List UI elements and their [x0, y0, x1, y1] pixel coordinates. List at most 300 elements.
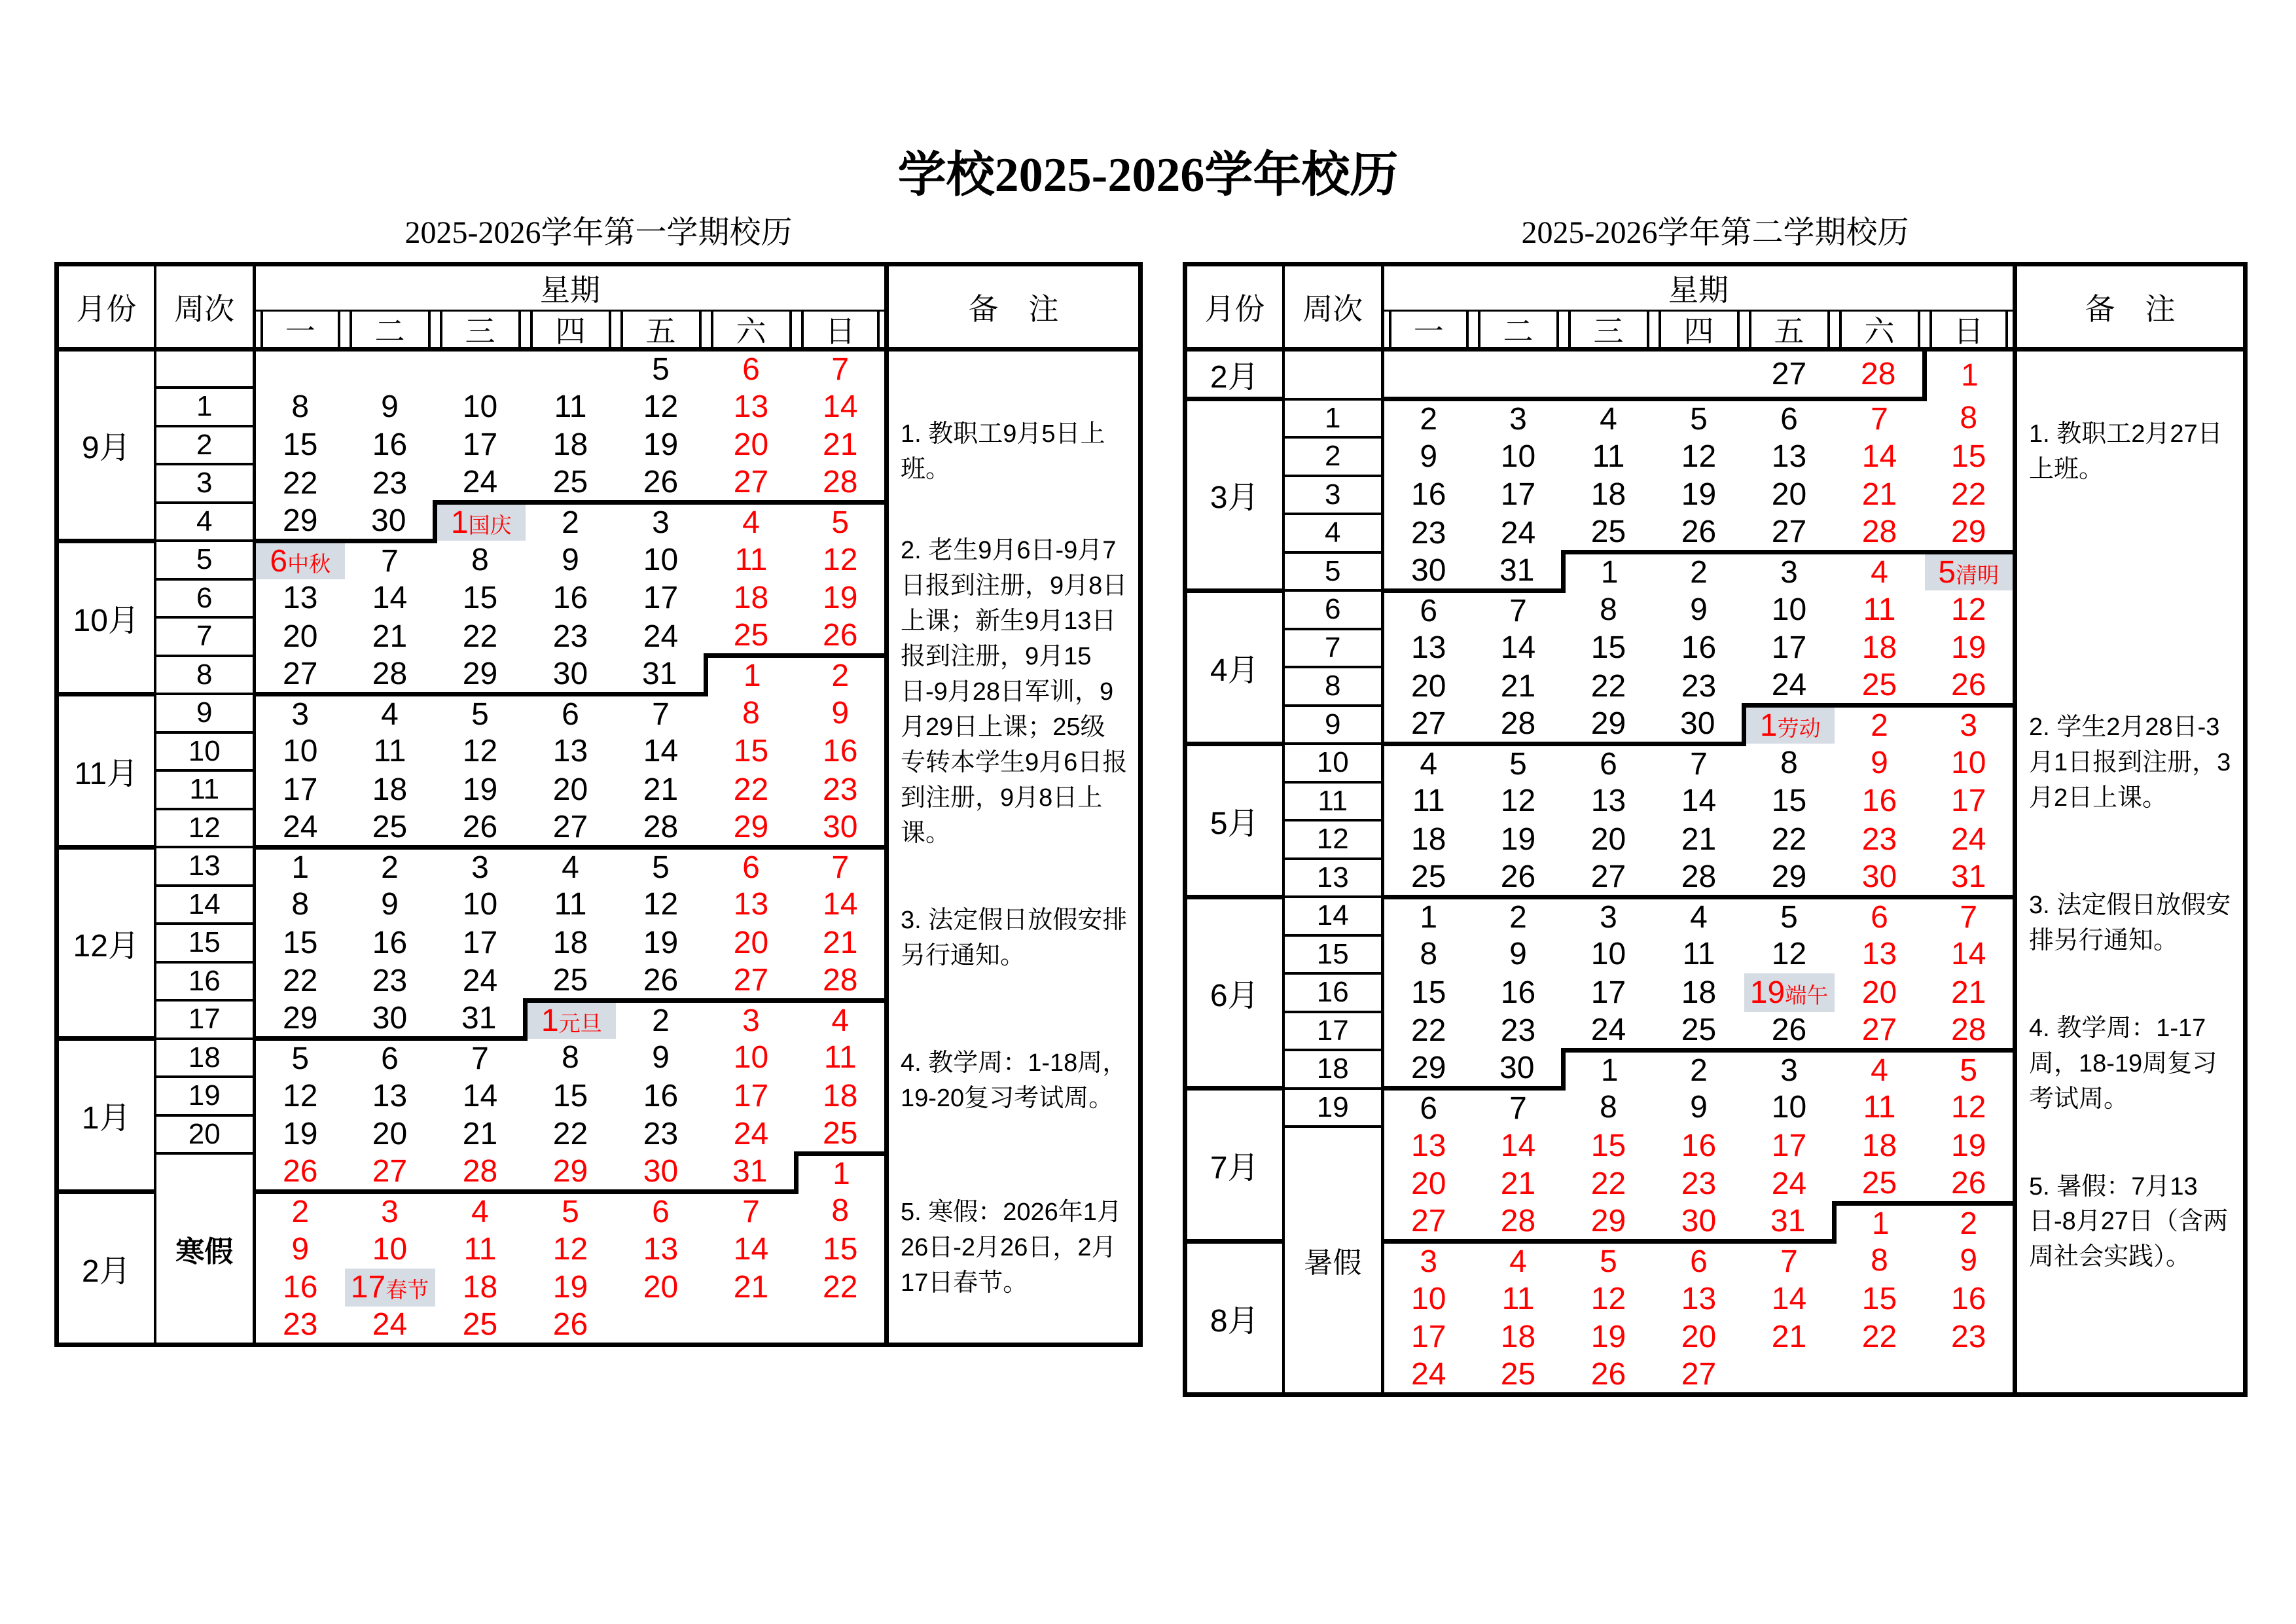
day-number: 5 — [1600, 1244, 1617, 1279]
day-number: 12 — [283, 1078, 318, 1113]
day-number: 13 — [372, 1078, 408, 1113]
day-cell — [1473, 667, 1564, 706]
day-cell — [797, 809, 887, 848]
day-cell — [1744, 1089, 1835, 1127]
day-cell — [345, 1115, 435, 1154]
day-number: 17 — [462, 925, 498, 960]
day-number: 15 — [552, 1078, 588, 1113]
weekday-label: 六 — [1839, 312, 1920, 347]
day-number: 29 — [1590, 1204, 1626, 1238]
day-number: 25 — [1861, 668, 1897, 702]
day-number: 11 — [554, 887, 587, 922]
day-cell — [255, 426, 345, 465]
day-number: 16 — [1681, 1128, 1717, 1163]
day-cell — [1473, 514, 1564, 552]
weekday-label: 三 — [1568, 312, 1649, 347]
day-cell — [1835, 350, 1925, 399]
day-number: 25 — [1500, 1357, 1536, 1392]
note-item: 3. 法定假日放假安排另行通知。 — [901, 907, 1128, 970]
weekday-cell — [435, 311, 526, 350]
day-number: 20 — [1411, 668, 1446, 704]
day-cell — [706, 1192, 797, 1231]
day-cell — [706, 579, 797, 618]
month-cell: 11月 — [57, 694, 155, 847]
month-cell: 9月 — [57, 350, 155, 541]
day-cell — [1925, 1089, 2015, 1127]
day-number: 27 — [552, 809, 588, 844]
note-item: 3. 法定假日放假安排另行通知。 — [2029, 891, 2231, 954]
day-number: 11 — [1863, 592, 1896, 627]
day-number: 5 — [1938, 555, 1956, 590]
month-cell: 7月 — [1185, 1089, 1283, 1242]
day-number: 19 — [1951, 1128, 1986, 1163]
day-number: 11 — [1682, 937, 1715, 972]
day-number: 9 — [1960, 1243, 1978, 1278]
week-cell: 10 — [1283, 744, 1383, 782]
day-number: 14 — [1681, 784, 1717, 819]
day-cell — [1654, 859, 1744, 897]
day-cell — [1564, 552, 1654, 591]
day-number: 18 — [552, 925, 588, 960]
day-number: 28 — [462, 1154, 498, 1189]
day-cell — [1473, 859, 1564, 897]
day-number: 17 — [1500, 477, 1536, 513]
day-number: 29 — [283, 1001, 318, 1036]
day-number: 10 — [1500, 439, 1536, 474]
day-cell — [1654, 1089, 1744, 1127]
day-cell — [1473, 437, 1564, 476]
day-cell — [1473, 1318, 1564, 1357]
day-number: 16 — [823, 734, 858, 769]
day-number: 31 — [732, 1154, 768, 1189]
day-number: 28 — [823, 465, 858, 499]
day-cell — [616, 464, 706, 503]
day-cell — [255, 886, 345, 924]
day-cell — [1564, 1280, 1654, 1318]
month-cell: 4月 — [1185, 590, 1283, 744]
day-number: 13 — [552, 734, 588, 769]
day-cell — [1654, 399, 1744, 438]
day-number: 14 — [643, 734, 679, 769]
day-cell — [1654, 1203, 1744, 1242]
day-number: 5 — [652, 352, 670, 387]
month-cell: 12月 — [57, 847, 155, 1039]
day-number: 4 — [1509, 1244, 1527, 1279]
day-number: 14 — [733, 1231, 769, 1267]
day-number: 30 — [1681, 1204, 1717, 1238]
weekday-label: 二 — [1478, 312, 1559, 347]
day-cell — [1744, 1242, 1835, 1280]
day-cell — [1473, 1356, 1564, 1395]
table-header — [57, 264, 1141, 350]
day-cell — [1925, 1356, 2015, 1395]
day-number: 16 — [1861, 784, 1897, 819]
day-cell — [255, 924, 345, 962]
table-header — [1185, 264, 2246, 350]
day-cell — [345, 1230, 435, 1269]
day-number: 7 — [1509, 1091, 1527, 1126]
day-number: 27 — [1861, 1012, 1897, 1047]
day-number: 12 — [552, 1231, 588, 1267]
day-number: 9 — [381, 887, 399, 922]
day-cell — [1473, 590, 1564, 629]
day-number: 1 — [1420, 899, 1438, 935]
weekday-label: 二 — [350, 312, 431, 347]
day-number: 20 — [552, 772, 588, 807]
day-cell — [1473, 350, 1564, 399]
day-number: 5 — [291, 1041, 310, 1076]
day-number: 15 — [1771, 784, 1807, 819]
semester1-calendar — [54, 215, 1143, 1347]
day-number: 14 — [823, 887, 858, 922]
day-number: 6 — [1690, 1244, 1708, 1279]
day-cell — [1654, 1127, 1744, 1165]
note-item: 1. 教职工2月27日上班。 — [2029, 420, 2223, 483]
day-cell — [616, 350, 706, 388]
day-number: 16 — [1411, 477, 1446, 513]
day-cell — [1835, 667, 1925, 706]
day-cell — [1564, 1356, 1654, 1395]
day-cell — [1925, 1165, 2015, 1204]
day-number: 12 — [462, 734, 498, 769]
day-cell — [526, 1115, 616, 1154]
day-cell — [1383, 1127, 1473, 1165]
day-number: 4 — [562, 850, 579, 885]
day-cell — [1744, 1050, 1835, 1089]
day-cell — [1654, 437, 1744, 476]
day-number: 10 — [1590, 937, 1626, 972]
day-number: 22 — [283, 465, 318, 501]
day-cell — [1383, 629, 1473, 668]
weekday-cell — [1473, 311, 1564, 350]
day-number: 21 — [1500, 668, 1536, 704]
day-number: 19 — [1500, 821, 1536, 857]
day-number: 2 — [1420, 402, 1438, 437]
day-cell — [1564, 973, 1654, 1012]
notes-cell — [2015, 350, 2246, 1395]
day-number: 31 — [461, 1001, 497, 1036]
day-cell — [435, 1115, 526, 1154]
week-cell — [155, 350, 255, 388]
day-number: 9 — [1420, 439, 1438, 474]
holiday-name: 劳动 — [1777, 716, 1821, 740]
day-number: 6 — [1871, 899, 1888, 935]
table-body — [1185, 350, 2246, 1395]
day-number: 25 — [823, 1115, 858, 1151]
day-number: 15 — [823, 1231, 858, 1267]
day-cell — [435, 579, 526, 618]
day-cell — [1744, 590, 1835, 629]
day-cell — [1564, 1242, 1654, 1280]
day-cell — [797, 962, 887, 1001]
day-cell — [1835, 973, 1925, 1012]
day-cell — [1654, 706, 1744, 744]
day-number: 25 — [372, 809, 408, 844]
day-number: 3 — [381, 1195, 399, 1229]
day-number: 15 — [733, 734, 769, 769]
month-cell: 6月 — [1185, 897, 1283, 1089]
day-cell — [1564, 667, 1654, 706]
day-cell — [1835, 782, 1925, 821]
day-cell — [526, 541, 616, 579]
day-number: 23 — [372, 964, 408, 999]
week-cell: 4 — [155, 503, 255, 541]
day-number: 13 — [1411, 630, 1446, 666]
day-number: 22 — [283, 964, 318, 999]
day-number: 17 — [1951, 784, 1986, 819]
day-number: 24 — [733, 1117, 769, 1152]
day-number: 25 — [552, 962, 588, 998]
day-cell — [345, 1077, 435, 1115]
day-cell — [1564, 1203, 1654, 1242]
day-number: 7 — [1509, 593, 1527, 628]
day-cell — [706, 1269, 797, 1307]
holiday-name: 中秋 — [287, 551, 331, 576]
weekday-cell — [1654, 311, 1744, 350]
day-cell — [706, 1115, 797, 1154]
week-cell: 19 — [1283, 1089, 1383, 1127]
day-number: 27 — [1771, 514, 1807, 549]
day-number: 27 — [733, 465, 769, 499]
day-number: 31 — [642, 656, 677, 691]
month-cell: 1月 — [57, 1039, 155, 1192]
week-cell: 3 — [1283, 476, 1383, 514]
day-number: 19 — [1590, 1320, 1626, 1355]
semester1-subtitle: 2025-2026学年第一学期校历 — [404, 215, 793, 250]
day-cell — [1654, 667, 1744, 706]
day-number: 12 — [1500, 784, 1536, 819]
day-number: 27 — [733, 962, 769, 998]
day-cell — [1473, 1012, 1564, 1051]
day-cell — [1654, 1242, 1744, 1280]
day-cell — [1564, 1012, 1654, 1051]
week-cell: 8 — [1283, 667, 1383, 706]
day-cell — [1383, 973, 1473, 1012]
day-cell — [526, 464, 616, 503]
day-number: 24 — [1771, 1166, 1807, 1202]
day-number: 23 — [552, 619, 588, 654]
day-cell — [797, 1077, 887, 1115]
day-cell — [797, 1192, 887, 1231]
day-cell — [1654, 782, 1744, 821]
day-number: 22 — [462, 619, 498, 654]
day-cell — [616, 1115, 706, 1154]
day-cell — [1925, 1318, 2015, 1357]
weekday-label: 日 — [801, 312, 880, 347]
day-number: 24 — [462, 465, 498, 499]
day-cell — [1744, 667, 1835, 706]
day-number: 13 — [1861, 937, 1897, 972]
day-cell — [797, 1000, 887, 1039]
day-number: 18 — [823, 1078, 858, 1113]
day-cell — [1835, 1242, 1925, 1280]
day-cell — [1925, 820, 2015, 859]
day-cell — [345, 1307, 435, 1345]
day-cell — [255, 809, 345, 848]
day-cell — [1564, 706, 1654, 744]
day-number: 13 — [1411, 1128, 1446, 1163]
day-cell — [1383, 399, 1473, 438]
day-number: 15 — [283, 427, 318, 463]
day-number: 17 — [462, 427, 498, 463]
day-cell — [706, 770, 797, 809]
week-cell: 2 — [1283, 437, 1383, 476]
day-number: 23 — [1681, 1166, 1717, 1202]
day-number: 23 — [1500, 1013, 1536, 1049]
holiday-cell — [345, 1269, 435, 1307]
notes-column-header: 备注 — [2015, 264, 2246, 350]
day-cell — [1835, 1165, 1925, 1204]
day-cell — [345, 388, 435, 426]
holiday-name: 国庆 — [468, 513, 512, 537]
day-number: 10 — [372, 1231, 408, 1267]
day-number: 15 — [1590, 1128, 1626, 1163]
day-cell — [255, 388, 345, 426]
day-cell — [1654, 552, 1744, 591]
day-cell — [526, 886, 616, 924]
day-cell — [345, 656, 435, 695]
day-cell — [1744, 1318, 1835, 1357]
day-number: 28 — [1861, 357, 1896, 391]
day-number: 6 — [270, 543, 288, 579]
week-cell: 20 — [155, 1115, 255, 1154]
day-number: 25 — [1681, 1012, 1717, 1047]
day-number: 14 — [462, 1078, 498, 1113]
weekday-label: 一 — [1389, 312, 1469, 347]
day-number: 8 — [742, 695, 760, 731]
day-number: 17 — [733, 1078, 769, 1113]
day-number: 2 — [1690, 555, 1708, 590]
day-cell — [1473, 1165, 1564, 1204]
day-cell — [1383, 1203, 1473, 1242]
day-cell — [1564, 935, 1654, 974]
day-cell — [255, 1153, 345, 1192]
day-number: 14 — [1861, 439, 1897, 474]
day-cell — [1744, 935, 1835, 974]
day-cell — [1744, 820, 1835, 859]
day-number: 3 — [742, 1003, 760, 1038]
day-cell — [1835, 744, 1925, 782]
day-cell — [255, 579, 345, 618]
day-number: 7 — [742, 1195, 760, 1229]
day-number: 10 — [462, 389, 498, 424]
month-column-header: 月份 — [1185, 264, 1283, 350]
day-cell — [706, 847, 797, 886]
day-number: 8 — [291, 389, 310, 424]
day-cell — [345, 886, 435, 924]
month-cell: 5月 — [1185, 744, 1283, 897]
day-number: 18 — [1411, 821, 1446, 857]
day-cell — [345, 847, 435, 886]
day-number: 23 — [643, 1117, 679, 1152]
day-cell — [797, 464, 887, 503]
notes-cell — [887, 350, 1141, 1345]
day-number: 29 — [1411, 1051, 1446, 1085]
week-cell: 7 — [155, 617, 255, 656]
day-number: 16 — [552, 581, 588, 616]
day-cell — [1564, 629, 1654, 668]
day-cell — [1654, 350, 1744, 399]
day-cell — [1835, 1127, 1925, 1165]
week-cell: 17 — [1283, 1012, 1383, 1051]
day-cell — [1383, 1356, 1473, 1395]
day-number: 2 — [1871, 708, 1888, 743]
day-number: 5 — [562, 1195, 579, 1229]
day-cell — [1654, 1012, 1744, 1051]
day-number: 1 — [1871, 1206, 1890, 1241]
day-cell — [345, 579, 435, 618]
day-cell — [1744, 1165, 1835, 1204]
day-number: 18 — [1861, 1128, 1897, 1163]
day-cell — [345, 350, 435, 388]
weekday-label: 三 — [440, 312, 521, 347]
day-cell — [1925, 399, 2015, 438]
day-cell — [526, 1269, 616, 1307]
day-number: 13 — [733, 389, 769, 424]
day-number: 1 — [1600, 1053, 1619, 1088]
day-cell — [345, 1000, 435, 1039]
week-column-header: 周次 — [1283, 264, 1383, 350]
day-number: 29 — [462, 656, 498, 691]
day-cell — [526, 1077, 616, 1115]
weekday-cell — [255, 311, 345, 350]
day-cell — [1835, 706, 1925, 744]
day-number: 26 — [1681, 514, 1717, 549]
day-cell — [435, 1230, 526, 1269]
day-number: 21 — [643, 772, 679, 807]
day-cell — [706, 809, 797, 848]
day-cell — [1383, 706, 1473, 744]
day-cell — [1744, 629, 1835, 668]
day-cell — [435, 656, 526, 695]
day-cell — [1925, 1012, 2015, 1051]
day-number: 18 — [1590, 477, 1626, 513]
day-cell — [706, 617, 797, 656]
day-number: 23 — [1411, 515, 1446, 550]
day-cell — [1744, 552, 1835, 591]
day-number: 30 — [1499, 1051, 1535, 1085]
day-cell — [1925, 629, 2015, 668]
day-cell — [435, 617, 526, 656]
day-number: 30 — [1411, 552, 1446, 588]
day-number: 21 — [462, 1117, 498, 1152]
day-cell — [616, 1153, 706, 1192]
day-number: 1 — [1759, 708, 1778, 743]
day-cell — [1473, 706, 1564, 744]
day-number: 4 — [381, 696, 399, 732]
day-number: 28 — [823, 962, 858, 998]
day-number: 17 — [1771, 630, 1807, 666]
day-number: 7 — [381, 543, 399, 579]
day-cell — [797, 924, 887, 962]
day-cell — [1654, 1280, 1744, 1318]
day-cell — [616, 1039, 706, 1077]
day-cell — [345, 617, 435, 656]
weekday-label: 一 — [260, 312, 340, 347]
day-number: 21 — [823, 925, 858, 960]
day-number: 23 — [1861, 821, 1897, 857]
month-cell: 3月 — [1185, 399, 1283, 591]
day-number: 17 — [1590, 975, 1626, 1010]
day-cell — [526, 694, 616, 732]
weekday-group-header: 星期 — [1383, 264, 2015, 311]
day-number: 26 — [462, 809, 498, 844]
day-number: 1 — [743, 659, 761, 693]
day-cell — [1564, 350, 1654, 399]
day-number: 27 — [1771, 357, 1807, 391]
day-cell — [706, 350, 797, 388]
day-cell — [435, 464, 526, 503]
